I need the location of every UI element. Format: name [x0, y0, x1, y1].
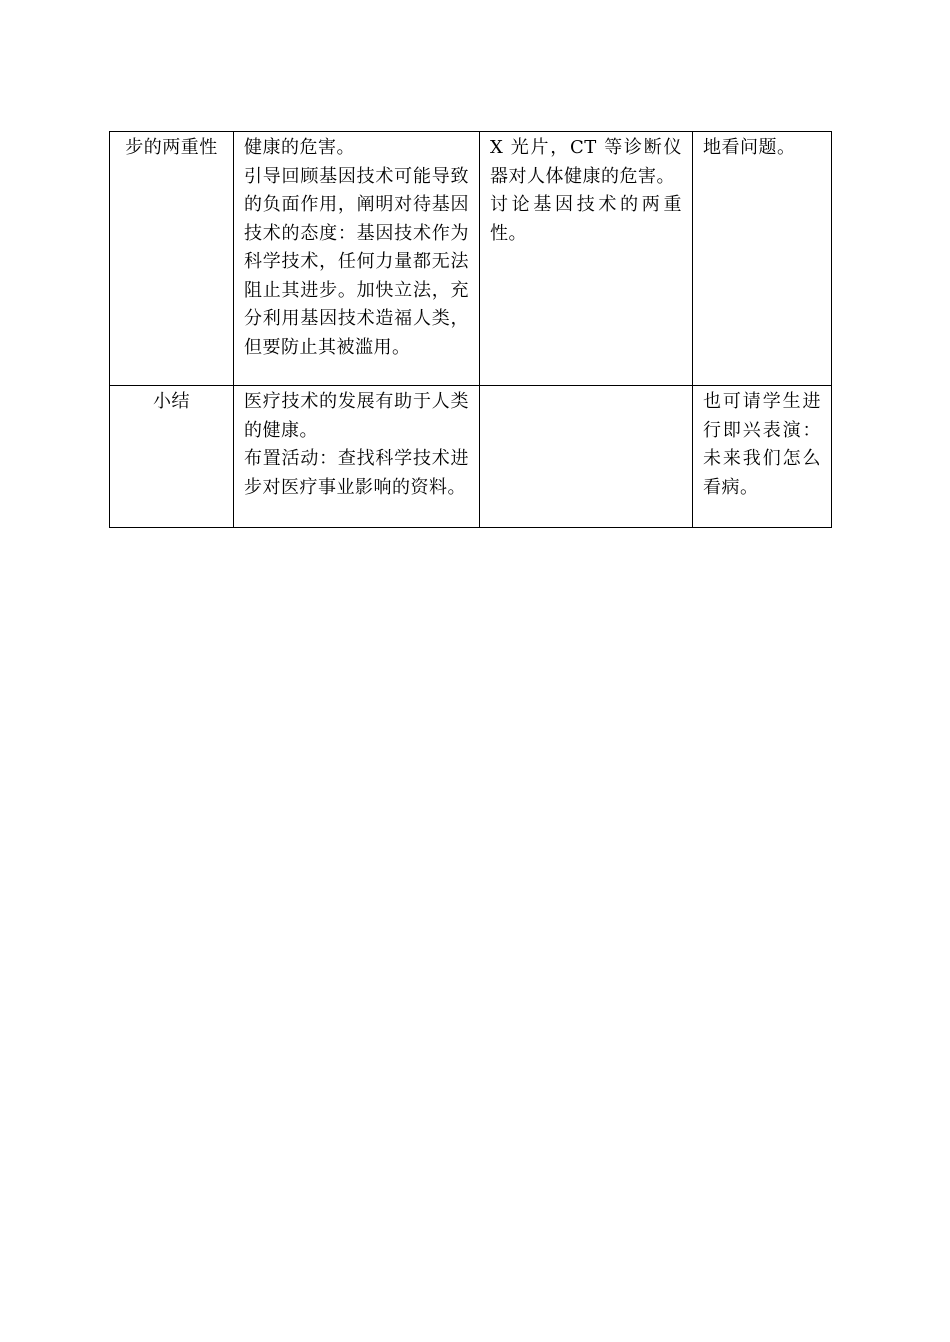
- cell-paragraph: X 光片，CT 等诊断仪器对人体健康的危害。: [490, 137, 682, 187]
- cell-paragraph: 布置活动：查找科学技术进步对医疗事业影响的资料。: [244, 448, 469, 498]
- teacher-activity-cell: [234, 386, 480, 528]
- lesson-plan-table: [109, 131, 832, 528]
- cell-paragraph: 地看问题。: [703, 137, 796, 158]
- teacher-activity-cell: [234, 132, 480, 386]
- cell-paragraph: 也可请学生进行即兴表演：未来我们怎么看病。: [703, 391, 821, 498]
- student-activity-cell: [480, 386, 693, 528]
- cell-paragraph: 讨论基因技术的两重性。: [490, 194, 682, 244]
- cell-paragraph: 引导回顾基因技术可能导致的负面作用，阐明对待基因技术的态度：基因技术作为科学技术，任何力量都无法阻止其进步。加快立法，充分利用基因技术造福人类，但要防止其被滥用。: [244, 165, 469, 358]
- cell-paragraph: 医疗技术的发展有助于人类的健康。: [244, 391, 469, 441]
- section-cell: [110, 132, 234, 386]
- notes-cell: [693, 386, 832, 528]
- section-label: 小结: [153, 391, 190, 412]
- table-row: [110, 386, 832, 528]
- cell-paragraph: 健康的危害。: [244, 137, 355, 158]
- section-cell: [110, 386, 234, 528]
- student-activity-cell: [480, 132, 693, 386]
- section-label: 步的两重性: [125, 137, 218, 158]
- notes-cell: [693, 132, 832, 386]
- table-row: [110, 132, 832, 386]
